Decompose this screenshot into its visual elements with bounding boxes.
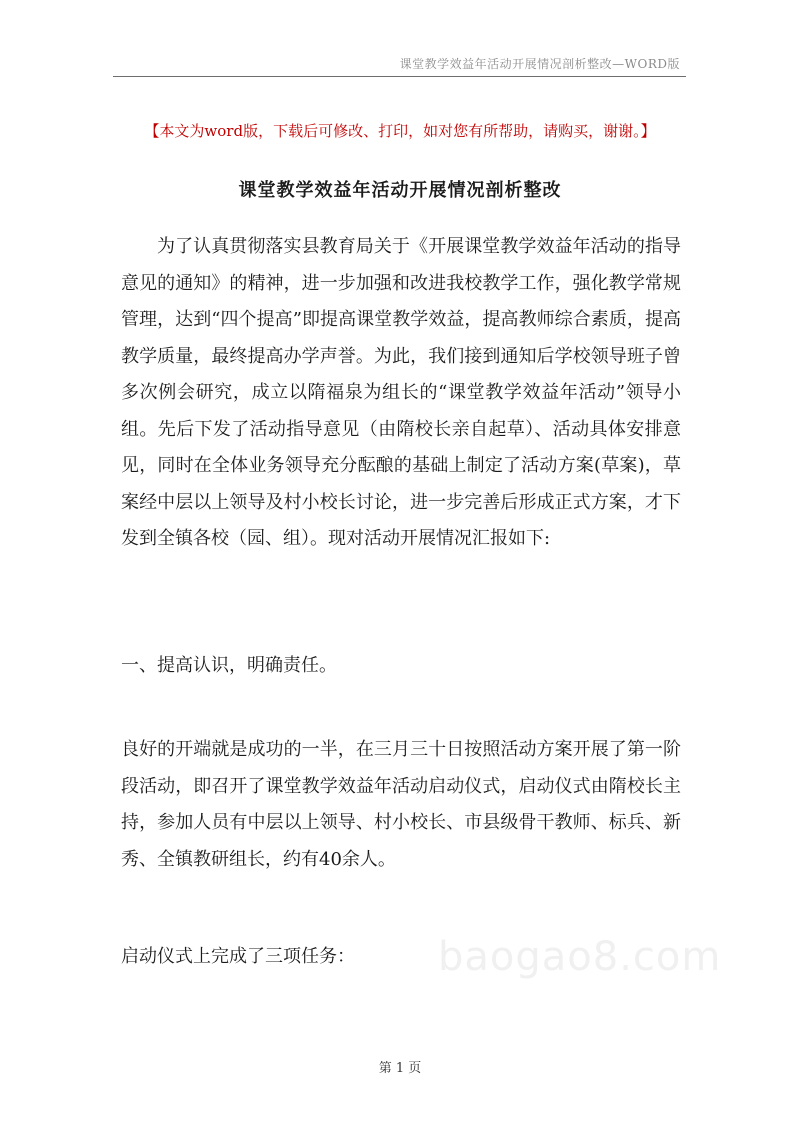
purchase-notice: 【本文为word版，下载后可修改、打印，如对您有所帮助，请购买，谢谢。】 bbox=[144, 122, 656, 140]
section-heading-1: 一、提高认识，明确责任。 bbox=[121, 655, 337, 676]
page-number: 第 1 页 bbox=[378, 1061, 422, 1076]
paragraph-tasks: 启动仪式上完成了三项任务： bbox=[121, 946, 355, 967]
paragraph-intro: 为了认真贯彻落实县教育局关于《开展课堂教学效益年活动的指导意见的通知》的精神，进一步加强和改进我校教学工作，强化教学常规管理，达到“四个提高”即提高课堂教学效益，提高教师综合素质，提高教学质量，最终提高办学声誉。为此，我们接到通知后学校领导班子曾多次例会研究，成立以隋福泉为组长的“课堂教学效益年活动”领导小组。先后下发了活动指导意见（由隋校长亲自起草）、活动具体安排意见，同时在全体业务领导充分酝酿的基础上制定了活动方案(草案)，草案经中层以上领导及村小校长讨论，进一步完善后形成正式方案，才下发到全镇各校（园、组）。现对活动开展情况汇报如下: bbox=[121, 236, 681, 549]
document-title: 课堂教学效益年活动开展情况剖析整改 bbox=[238, 180, 562, 201]
header-divider bbox=[113, 76, 686, 77]
watermark: baogao8.com bbox=[438, 934, 722, 980]
paragraph-launch: 良好的开端就是成功的一半，在三月三十日按照活动方案开展了第一阶段活动，即召开了课堂教学效益年活动启动仪式，启动仪式由隋校长主持，参加人员有中层以上领导、村小校长、市县级骨干教师、标兵、新秀、全镇教研组长，约有40余人。 bbox=[121, 739, 681, 870]
running-header: 课堂教学效益年活动开展情况剖析整改—WORD版 bbox=[399, 57, 680, 71]
